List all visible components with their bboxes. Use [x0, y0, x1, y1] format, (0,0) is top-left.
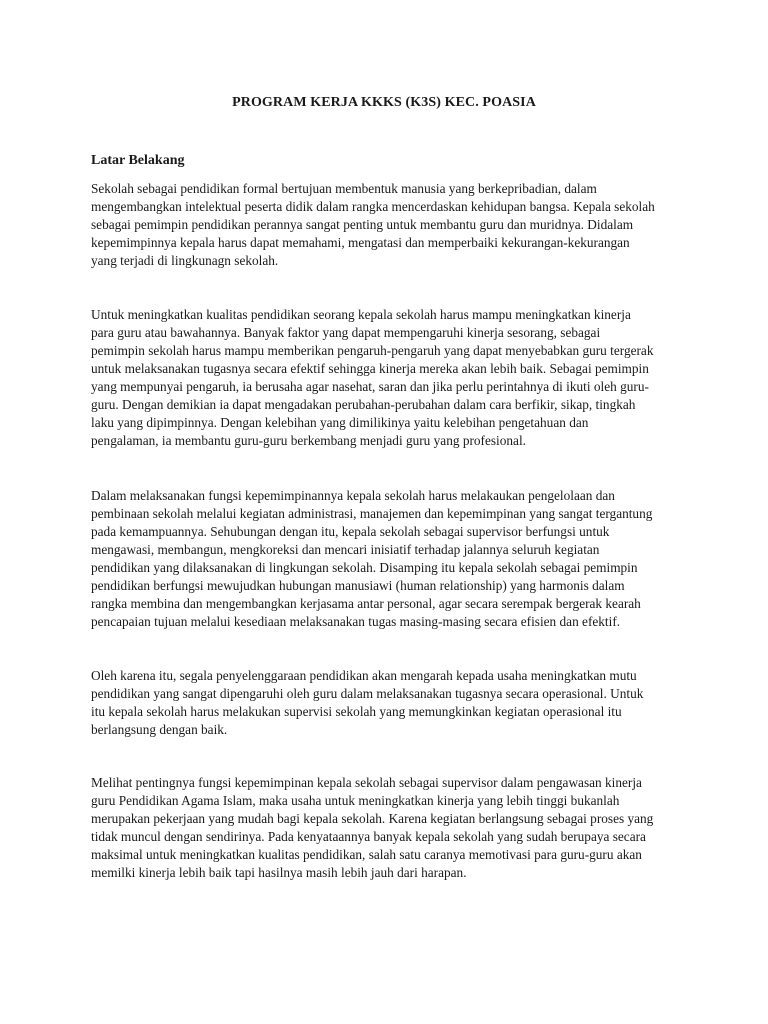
- paragraph-line: yang mempunyai pengaruh, ia berusaha agar nasehat, saran dan jika perlu perintahnya di ikuti oleh guru-: [91, 379, 649, 394]
- paragraph-line: guru Pendidikan Agama Islam, maka usaha untuk meningkatkan kinerja yang lebih tinggi bukanlah: [91, 793, 620, 808]
- document-title: PROGRAM KERJA KKKS (K3S) KEC. POASIA: [232, 95, 536, 110]
- paragraph-1: [91, 180, 691, 270]
- paragraph-line: pendidikan berfungsi mewujudkan hubungan manusiawi (human relationship) yang harmonis dalam: [91, 578, 625, 593]
- paragraph-2: [91, 306, 691, 450]
- paragraph-line: untuk melaksanakan tugasnya secara efektif sehingga kinerja mereka akan lebih baik. Sebagai pemimpin: [91, 361, 649, 376]
- paragraph-line: pembinaan sekolah melalui kegiatan administrasi, manajemen dan kepemimpinan yang sangat tergantung: [91, 506, 653, 521]
- paragraph-line: maksimal untuk meningkatkan kualitas pendidikan, salah satu caranya memotivasi para guru-guru akan: [91, 847, 642, 862]
- paragraph-line: Dalam melaksanakan fungsi kepemimpinannya kepala sekolah harus melakaukan pengelolaan dan: [91, 488, 615, 503]
- paragraph-line: tidak muncul dengan sendirinya. Pada kenyataannya banyak kepala sekolah yang sudah berupaya secara: [91, 829, 646, 844]
- paragraph-line: mengembangkan intelektual peserta didik dalam rangka mencerdaskan kehidupan bangsa. Kepala sekolah: [91, 199, 655, 214]
- paragraph-line: sebagai pemimpin pendidikan perannya sangat penting untuk membantu guru dan muridnya. Didalam: [91, 217, 634, 232]
- paragraph-line: itu kepala sekolah harus melakukan supervisi sekolah yang memungkinkan kegiatan operasional itu: [91, 704, 622, 719]
- paragraph-line: Oleh karena itu, segala penyelenggaraan pendidikan akan mengarah kepada usaha meningkatkan mutu: [91, 668, 637, 683]
- paragraph-line: laku yang dipimpinnya. Dengan kelebihan yang dimilikinya yaitu kelebihan pengetahuan dan: [91, 415, 589, 430]
- paragraph-5: [91, 774, 691, 882]
- paragraph-line: pendidikan yang dilaksanakan di lingkungan sekolah. Disamping itu kepala sekolah sebagai pemimpin: [91, 560, 638, 575]
- paragraph-line: Sekolah sebagai pendidikan formal bertujuan membentuk manusia yang berkepribadian, dalam: [91, 181, 597, 196]
- paragraph-line: pemimpin sekolah harus mampu memberikan pengaruh-pengaruh yang dapat menyebabkan guru tergerak: [91, 343, 654, 358]
- paragraph-line: pengalaman, ia membantu guru-guru berkembang menjadi guru yang profesional.: [91, 433, 526, 448]
- paragraph-line: guru. Dengan demikian ia dapat mengadakan perubahan-perubahan dalam cara berfikir, sikap, tingkah: [91, 397, 636, 412]
- paragraph-line: rangka membina dan mengembangkan kerjasama antar personal, agar secara serempak bergerak kearah: [91, 596, 641, 611]
- paragraph-line: merupakan pekerjaan yang mudah bagi kepala sekolah. Karena kegiatan berlangsung sebagai proses yang: [91, 811, 654, 826]
- paragraph-line: Melihat pentingnya fungsi kepemimpinan kepala sekolah sebagai supervisor dalam pengawasan kinerja: [91, 775, 642, 790]
- section-heading: Latar Belakang: [91, 153, 185, 168]
- paragraph-line: pendidikan yang sangat dipengaruhi oleh guru dalam melaksanakan tugasnya secara operasional. Untuk: [91, 686, 644, 701]
- paragraph-line: para guru atau bawahannya. Banyak faktor yang dapat mempengaruhi kinerja sesorang, sebagai: [91, 325, 601, 340]
- paragraph-line: kepemimpinnya kepala harus dapat memahami, mengatasi dan memperbaiki kekurangan-kekurangan: [91, 235, 630, 250]
- paragraph-line: pada kemampuannya. Sehubungan dengan itu, kepala sekolah sebagai supervisor berfungsi untuk: [91, 524, 610, 539]
- paragraph-line: mengawasi, membangun, mengkoreksi dan mencari inisiatif terhadap jalannya seluruh kegiatan: [91, 542, 600, 557]
- paragraph-3: [91, 487, 691, 631]
- paragraph-line: pencapaian tujuan melalui kesediaan melaksanakan tugas masing-masing secara efisien dan efektif.: [91, 614, 621, 629]
- paragraph-line: Untuk meningkatkan kualitas pendidikan seorang kepala sekolah harus mampu meningkatkan kinerja: [91, 307, 631, 322]
- paragraph-4: [91, 667, 691, 739]
- paragraph-line: berlangsung dengan baik.: [91, 722, 228, 737]
- paragraph-line: memilki kinerja lebih baik tapi hasilnya masih lebih jauh dari harapan.: [91, 865, 467, 880]
- paragraph-line: yang terjadi di lingkunagn sekolah.: [91, 253, 279, 268]
